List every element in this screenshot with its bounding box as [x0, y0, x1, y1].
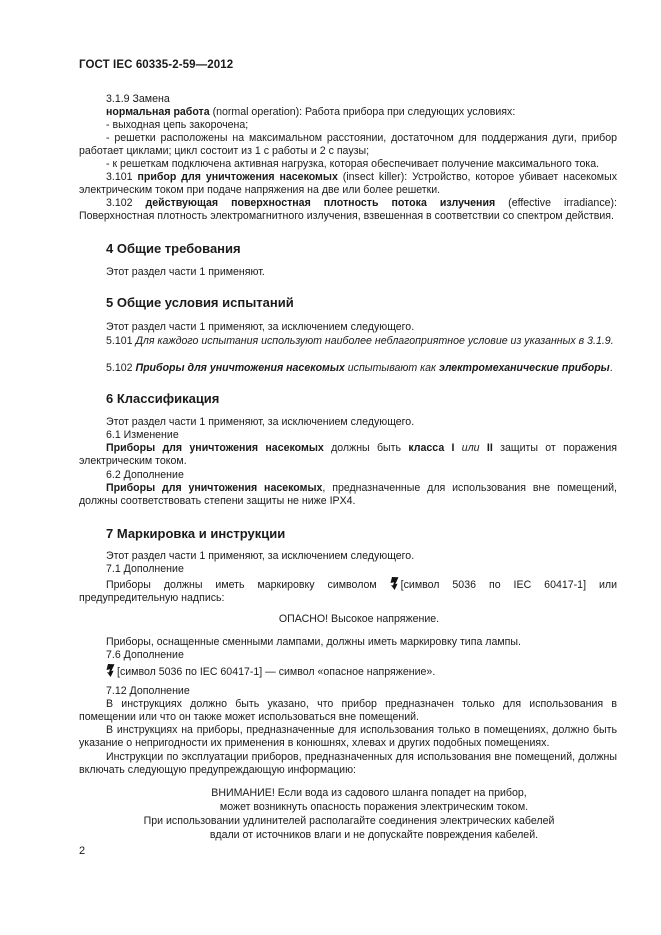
text: защиты от поражения электрическим током. [79, 442, 617, 467]
high-voltage-bolt-icon [106, 664, 115, 677]
section-heading-4: 4 Общие требования [106, 241, 241, 256]
list-item: - выходная цепь закорочена; [106, 119, 249, 131]
paragraph [79, 482, 617, 508]
term-definition: (insect killer): Устройство, которое убивает насекомых электрическим током при подаче напряжения на две или более решетки. [79, 171, 617, 196]
high-voltage-bolt-icon [390, 577, 399, 590]
text: Приборы должны иметь маркировку символом [106, 579, 390, 591]
clause-6-2: 6.2 Дополнение [106, 469, 184, 481]
term-bold: прибор для уничтожения насекомых [137, 171, 338, 183]
clause-number: 3.102 [106, 197, 146, 209]
clause-7-12: 7.12 Дополнение [106, 685, 190, 697]
page-number: 2 [79, 845, 86, 857]
clause-number: 5.102 [106, 362, 136, 374]
paragraph [79, 577, 617, 605]
clause-6-1: 6.1 Изменение [106, 429, 179, 441]
term-bold: действующая поверхностная плотность потока излучения [145, 197, 496, 209]
paragraph: В инструкциях должно быть указано, что прибор предназначен только для использования в помещении или что он также может использоваться вне помещений. [79, 698, 617, 723]
class-label: класса I [408, 442, 455, 454]
class-label: II [486, 442, 493, 454]
paragraph: Приборы, оснащенные сменными лампами, должны иметь маркировку типа лампы. [106, 636, 521, 648]
period: . [609, 362, 613, 374]
warning-line: может возникнуть опасность поражения электрическим током. [219, 801, 529, 813]
list-item: - решетки расположены на максимальном расстоянии, достаточном для поддержания дуги, прибор работает циклами; цикл состоит из 1 с работы и 2 с паузы; [79, 132, 617, 157]
paragraph: В инструкциях на приборы, предназначенные для использования только в помещениях, должно быть указание о непригодности их применения в конюшнях, хлевах и других подобных помещениях. [79, 724, 617, 749]
clause-7-6: 7.6 Дополнение [106, 649, 184, 661]
term-normal-operation [79, 106, 617, 119]
term-effective-irradiance [79, 197, 617, 223]
paragraph: Этот раздел части 1 применяют, за исключением следующего. [106, 321, 415, 333]
term-bold: Приборы для уничтожения насекомых [106, 482, 323, 494]
term-insect-killer [79, 171, 617, 197]
warning-line: вдали от источников влаги и не допускайте повреждения кабелей. [209, 829, 539, 841]
text: или [454, 442, 487, 454]
paragraph [79, 664, 617, 679]
clause-3-1-9: 3.1.9 Замена [106, 93, 170, 105]
text: [символ 5036 по IEC 60417-1] — символ «опасное напряжение». [117, 666, 436, 678]
term-definition: (effective irradiance): Поверхностная плотность электромагнитного излучения, взвешенная в соответствии со спектром действия. [79, 197, 617, 222]
paragraph: Этот раздел части 1 применяют, за исключением следующего. [106, 550, 415, 562]
text: должны быть [323, 442, 409, 454]
clause-number: 5.101 [106, 335, 136, 347]
term-bold: нормальная работа [106, 106, 210, 118]
paragraph: Инструкции по эксплуатации приборов, предназначенных для использования вне помещений, должны включать следующую предупреждающую информацию: [79, 751, 617, 776]
clause-number: 3.101 [106, 171, 138, 183]
clause-5-102 [79, 362, 617, 375]
warning-line: ВНИМАНИЕ! Если вода из садового шланга попадет на прибор, [211, 787, 527, 799]
section-heading-6: 6 Классификация [106, 391, 220, 406]
clause-7-1: 7.1 Дополнение [106, 563, 184, 575]
term-definition: (normal operation): Работа прибора при следующих условиях: [209, 106, 516, 118]
clause-5-101 [79, 335, 617, 348]
clause-text: Для каждого испытания используют наиболее неблагоприятное условие из указанных в 3.1.9. [135, 335, 614, 347]
paragraph: Этот раздел части 1 применяют. [106, 266, 265, 278]
term-bold: электромеханические приборы [438, 362, 610, 374]
document-header: ГОСТ IEC 60335-2-59—2012 [79, 59, 234, 71]
clause-text: испытывают как [344, 362, 439, 374]
section-heading-7: 7 Маркировка и инструкции [106, 526, 286, 541]
term-bold: Приборы для уничтожения насекомых [106, 442, 324, 454]
paragraph [79, 442, 617, 468]
warning-line: При использовании удлинителей располагайте соединения электрических кабелей [143, 815, 555, 827]
section-heading-5: 5 Общие условия испытаний [106, 295, 294, 310]
text: , предназначенные для использования вне помещений, должны соответствовать степени защиты не ниже IPX4. [79, 482, 617, 507]
list-item: - к решеткам подключена активная нагрузка, которая обеспечивает получение максимального тока. [106, 158, 600, 170]
paragraph: Этот раздел части 1 применяют, за исключением следующего. [106, 416, 415, 428]
term-bold: Приборы для уничтожения насекомых [135, 362, 345, 374]
text: [символ 5036 по IEC 60417-1] или предупредительную надпись: [79, 579, 617, 604]
warning-text: ОПАСНО! Высокое напряжение. [278, 613, 440, 625]
